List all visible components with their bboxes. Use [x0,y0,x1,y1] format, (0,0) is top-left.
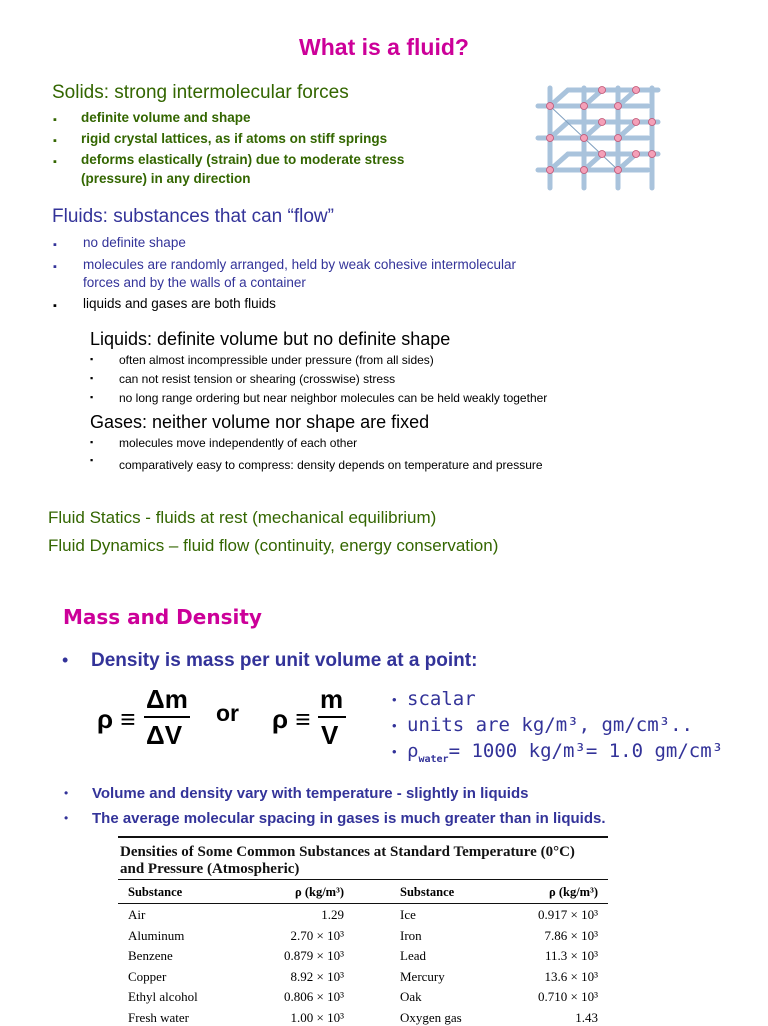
fraction-bar [144,716,190,718]
table-cell: Oxygen gas [400,1010,462,1025]
table-cell: 11.3 × 10³ [545,948,598,963]
note-molecular-spacing: The average molecular spacing in gases is much greater than in liquids. [92,810,606,827]
or-text: or [216,700,239,726]
denominator-v: V [321,720,339,750]
page-title: What is a fluid? [299,34,469,60]
bullet-icon: ▪ [53,156,57,168]
list-item: no long range ordering but near neighbor molecules can be held weakly together [119,391,548,405]
table-cell: Ice [400,907,416,922]
bullet-icon: • [392,718,397,733]
table-caption-line1: Densities of Some Common Substances at Standard Temperature (0°C) [120,844,575,860]
liquids-heading: Liquids: definite volume but no definite shape [90,329,451,349]
fact-water-density [407,740,723,765]
table-cell: Benzene [128,948,173,963]
list-item: liquids and gases are both fluids [83,296,276,311]
water-density-value: = 1000 kg/m³= 1.0 gm/cm³ [448,740,724,762]
table-cell: Fresh water [128,1010,190,1025]
table-cell: 13.6 × 10³ [544,969,598,984]
rho-symbol: ρ [407,740,419,762]
table-rule [118,879,608,880]
table-rule [118,903,608,904]
table-header: Substance [400,885,455,899]
table-cell: 2.70 × 10³ [290,928,344,943]
table-header: ρ (kg/m³) [549,885,598,899]
list-item: deforms elastically (strain) due to moderate stress [81,152,405,167]
table-cell: 8.92 × 10³ [290,969,344,984]
bullet-icon: • [392,692,397,707]
list-item: molecules move independently of each other [119,436,358,450]
table-cell: 1.00 × 10³ [290,1010,344,1025]
bullet-icon: ▪ [53,135,57,147]
list-item: comparatively easy to compress: density depends on temperature and pressure [119,458,543,472]
table-cell: Air [128,907,146,922]
numerator-delta-m: Δm [146,684,188,714]
bullet-icon: ▪ [90,392,94,402]
table-cell: Iron [400,928,422,943]
list-item-continuation: forces and by the walls of a container [83,275,306,290]
note-volume-density: Volume and density vary with temperature - slightly in liquids [92,785,529,802]
table-top-rule [118,836,608,838]
table-cell: 0.917 × 10³ [538,907,598,922]
rho-equiv-1: ρ ≡ [97,704,136,734]
water-subscript: water [418,753,449,765]
bullet-icon: ▪ [53,261,57,273]
table-cell: 1.29 [321,907,344,922]
table-cell: Aluminum [128,928,185,943]
table-cell: 1.43 [575,1010,598,1025]
bullet-icon: • [64,786,69,800]
solids-heading: Solids: strong intermolecular forces [52,82,349,103]
table-caption-line2: and Pressure (Atmospheric) [120,861,300,877]
list-item: rigid crystal lattices, as if atoms on stiff springs [81,131,388,146]
density-table-figure [118,836,608,1026]
density-definition: Density is mass per unit volume at a point: [91,650,478,671]
bullet-icon: • [62,650,69,670]
crystal-lattice-illustration [528,76,668,200]
mass-density-heading: Mass and Density [63,605,262,629]
table-cell: 0.806 × 10³ [284,989,344,1004]
fact-scalar: scalar [407,688,476,710]
bullet-icon: ▪ [90,354,94,364]
fact-units: units are kg/m³, gm/cm³.. [407,714,693,736]
table-cell: 0.710 × 10³ [538,989,598,1004]
list-item: no definite shape [83,235,186,250]
list-item: often almost incompressible under pressure (from all sides) [119,353,434,367]
bullet-icon: • [64,811,69,825]
list-item: molecules are randomly arranged, held by weak cohesive intermolecular [83,257,516,272]
bullet-icon: ▪ [53,300,57,312]
bullet-icon: ▪ [90,437,94,447]
table-header: Substance [128,885,183,899]
fluid-dynamics-line: Fluid Dynamics – fluid flow (continuity, energy conservation) [48,536,499,555]
bullet-icon: • [392,744,397,759]
fluid-statics-line: Fluid Statics - fluids at rest (mechanical equilibrium) [48,508,437,527]
rho-equiv-2: ρ ≡ [272,704,311,734]
table-cell: 0.879 × 10³ [284,948,344,963]
bullet-icon: ▪ [90,455,94,465]
table-header: ρ (kg/m³) [295,885,344,899]
table-cell: Copper [128,969,167,984]
gases-heading: Gases: neither volume nor shape are fixed [90,412,430,432]
bullet-icon: ▪ [53,114,57,126]
list-item-continuation: (pressure) in any direction [81,171,251,186]
table-cell: 7.86 × 10³ [544,928,598,943]
denominator-delta-v: ΔV [146,720,183,750]
table-cell: Oak [400,989,422,1004]
bullet-icon: ▪ [90,373,94,383]
table-cell: Ethyl alcohol [128,989,198,1004]
fluids-heading: Fluids: substances that can “flow” [52,206,334,227]
table-cell: Mercury [400,969,445,984]
list-item: definite volume and shape [81,110,251,125]
table-cell: Lead [400,948,426,963]
bullet-icon: ▪ [53,239,57,251]
numerator-m: m [320,684,344,714]
fraction-bar [318,716,346,718]
list-item: can not resist tension or shearing (crosswise) stress [119,372,396,386]
